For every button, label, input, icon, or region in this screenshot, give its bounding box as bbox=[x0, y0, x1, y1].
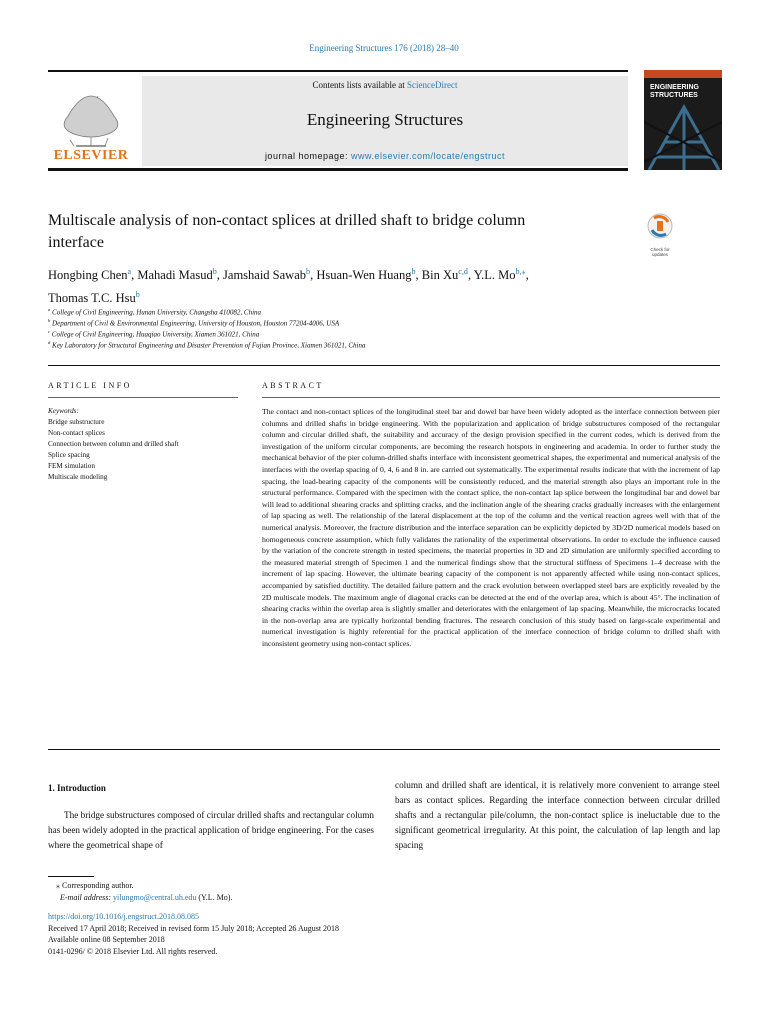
author[interactable]: Hongbing Chen$^a$, bbox=[48, 267, 138, 283]
cover-structure-image bbox=[644, 102, 722, 170]
abstract-rule bbox=[262, 397, 720, 398]
section-rule bbox=[48, 365, 720, 366]
copyright: 0141-0296/ © 2018 Elsevier Ltd. All rights reserved. bbox=[48, 946, 218, 956]
keyword: Multiscale modeling bbox=[48, 473, 108, 481]
footnote-rule bbox=[48, 876, 94, 877]
intro-column-right: column and drilled shaft are identical, it is relatively more convenient to arrange steel bars as contact splices. Regarding the interface connection between circular drilled shafts and a rectangular pile/column, the non-contact splice is ineluctable due to the significant geometrical irregularity. At this point, the calculation of lap length and lap spacing bbox=[395, 780, 720, 850]
author[interactable]: Mahadi Masud$^b$, bbox=[137, 267, 224, 283]
keyword: FEM simulation bbox=[48, 462, 95, 470]
homepage-link[interactable]: www.elsevier.com/locate/engstruct bbox=[351, 151, 506, 161]
intro-heading: 1. Introduction bbox=[48, 783, 106, 793]
doi-link[interactable]: https://doi.org/10.1016/j.engstruct.2018.08.085 bbox=[48, 912, 199, 921]
check-for-updates-button[interactable] bbox=[640, 212, 680, 257]
article-info-rule bbox=[48, 397, 238, 398]
email-label: E-mail address: bbox=[60, 892, 114, 902]
header-bottom-rule bbox=[48, 168, 628, 171]
intro-column-left: The bridge substructures composed of circular drilled shafts and rectangular column has been widely adopted in the practical application of bridge engineering. For the cases where the geometrical shape of bbox=[48, 810, 374, 850]
check-for-updates-label: Check for updates bbox=[650, 247, 670, 257]
contents-line bbox=[142, 80, 628, 90]
author[interactable]: Jamshaid Sawab$^b$, bbox=[223, 267, 317, 283]
email-link[interactable]: yilungmo@central.uh.edu bbox=[113, 892, 197, 902]
received-dates: Received 17 April 2018; Received in revised form 15 July 2018; Accepted 26 August 2018 bbox=[48, 923, 340, 933]
article-info-heading: ARTICLE INFO bbox=[48, 381, 132, 390]
email-line bbox=[48, 892, 339, 904]
paper-title: Multiscale analysis of non-contact splices at drilled shaft to bridge column interface bbox=[48, 212, 526, 251]
homepage-prefix: journal homepage: bbox=[264, 151, 351, 161]
keyword: Connection between column and drilled shaft bbox=[48, 440, 179, 448]
affiliation: $^b$ Department of Civil & Environmental Engineering, University of Houston, Houston 77204-4006, USA bbox=[48, 318, 340, 328]
author[interactable]: Bin Xu$^{c,d}$, bbox=[421, 267, 474, 283]
journal-reference[interactable]: Engineering Structures 176 (2018) 28–40 bbox=[309, 43, 459, 53]
cover-title: ENGINEERING STRUCTURES bbox=[650, 84, 700, 99]
keywords-block bbox=[48, 406, 238, 483]
affiliation: $^a$ College of Civil Engineering, Hunan University, Changsha 410082, China bbox=[48, 307, 262, 317]
author[interactable]: Y.L. $Mo^{b,⁎}$, bbox=[473, 267, 529, 283]
check-for-updates-icon bbox=[640, 212, 680, 242]
affiliation: $^c$ College of Civil Engineering, Huaqiao University, Xiamen 361021, China bbox=[48, 329, 260, 339]
abstract-text: The contact and non-contact splices of the longitudinal steel bar and dowel bar have been widely adopted as the interface connection between pier columns and drilled shafts in bridge engineering. With the popularization and application of bridge substructures composed of the rectangular column and circular drilled shaft, the suitability and accuracy of the design provision specified in the current codes, which is derived from the investigation of the uniform circular components, are becoming the research hotspots in engineering and academia. In order to further study the mechanical behavior of the pier column-drilled shafts interface with inconsistent geometrical shapes, the experimental and numerical analysis of the interfaces with the overlap spacing of 0, 4, 6 and 8 in. are carried out systematically. The experimental results indicate that with the increment of lap spacing, the load-bearing capacity of the components will be consistently reduced, and the material strength also plays an important role in the structural performance. Compared with the specimen with the contact splice, the non-contact lap splice between the longitudinal bar and dowel bar will lead to additional shearing cracks and splitting cracks, and the inclination angle of the shearing cracks gradually increases with the enlargement of lap spacing as well. The relationship of the lateral displacement at the top of the column and the vertical reaction agrees well with that of the numerical analysis. Moreover, the fracture distribution and the interface separation can be explicitly depicted by 3D/2D numerical models based on homogeneous concrete assumption, which fully validates the rationality of the experimental observations. In order to exclude the influence caused by the variation of the concrete strength in tested specimens, the material properties in 3D and 2D simulation are uniformly specified according to the measured material strength of Specimen 1 and the numerical findings show that the structural stiffness of Specimens 1–4 decrease with the increment of lap spacing. However, the ultimate bearing capacity of the component is not apparently affected while using non-contact splices, accompanied by satisfied ductility. The detailed failure pattern and the crack evolution between overlapped steel bars are explicitly revealed by the 2D multiscale models. The maximum angle of diagonal cracks can be detected at the end of the overlap area, which is about 45°. The inclination of shearing cracks within the overlap area is slightly smaller and deteriorates with the enlargement of lap spacing. Meanwhile, the microcracks located in the non-overlap area are typically horizontal bending fractures. The research conclusion of this study based on large-scale experimental and numerical investigation is highly referential for the practical application of the interface connection of bridge column to drilled shaft with inconsistent geometry using non-contact splices. bbox=[262, 407, 720, 648]
journal-cover bbox=[644, 70, 722, 170]
author[interactable]: Thomas T.C. Hsu$^b$ bbox=[48, 290, 140, 306]
keywords-label: Keywords: bbox=[48, 407, 79, 415]
footnotes bbox=[48, 880, 339, 957]
email-suffix: (Y.L. Mo). bbox=[196, 892, 233, 902]
keyword: Bridge substructure bbox=[48, 418, 105, 426]
contents-prefix: Contents lists available at bbox=[312, 80, 407, 90]
header-top-rule bbox=[48, 70, 628, 72]
keyword: Non-contact splices bbox=[48, 429, 105, 437]
journal-title: Engineering Structures bbox=[306, 110, 464, 129]
journal-homepage bbox=[142, 151, 628, 161]
available-online: Available online 08 September 2018 bbox=[48, 935, 165, 944]
author-list bbox=[48, 262, 648, 308]
affiliation: $^d$ Key Laboratory for Structural Engineering and Disaster Prevention of Fujian Province, Xiamen 361021, China bbox=[48, 340, 366, 350]
elsevier-wordmark: ELSEVIER bbox=[53, 148, 129, 163]
section-rule-bottom bbox=[48, 749, 720, 750]
cover-bar bbox=[644, 70, 722, 78]
author[interactable]: Hsuan-Wen Huang$^b$, bbox=[316, 267, 422, 283]
sciencedirect-link[interactable]: ScienceDirect bbox=[407, 80, 458, 90]
abstract-heading: ABSTRACT bbox=[262, 381, 324, 390]
corresponding-author-note: ⁎ Corresponding author. bbox=[56, 881, 134, 890]
keyword: Splice spacing bbox=[48, 451, 90, 459]
